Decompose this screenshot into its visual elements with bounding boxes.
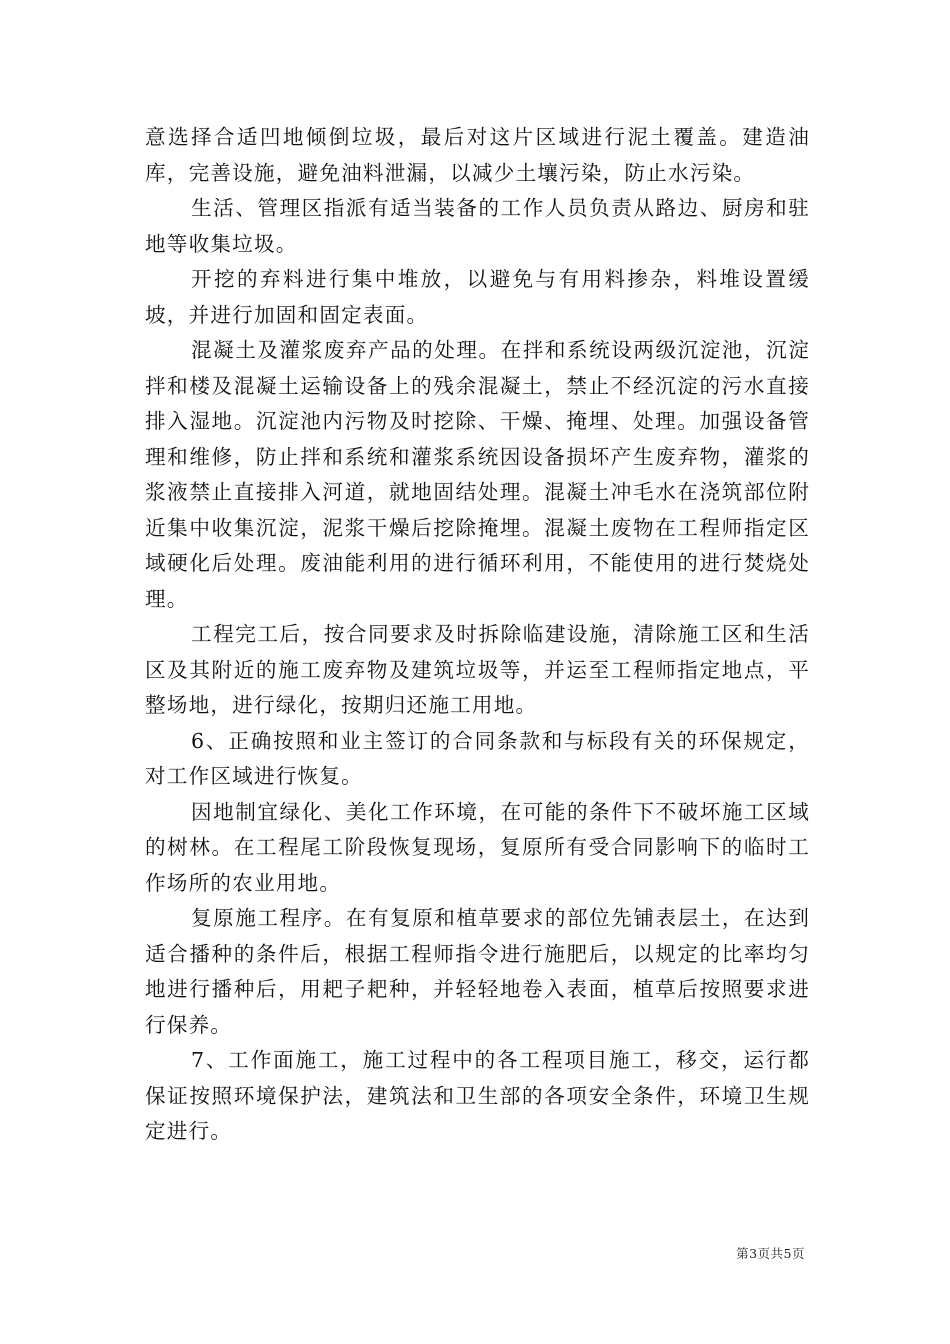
paragraph: 生活、管理区指派有适当装备的工作人员负责从路边、厨房和驻地等收集垃圾。 bbox=[145, 196, 810, 256]
paragraph: 6、正确按照和业主签订的合同条款和与标段有关的环保规定，对工作区域进行恢复。 bbox=[145, 728, 810, 788]
paragraph: 开挖的弃料进行集中堆放，以避免与有用料掺杂，料堆设置缓坡，并进行加固和固定表面。 bbox=[145, 267, 810, 327]
paragraph: 工程完工后，按合同要求及时拆除临建设施，清除施工区和生活区及其附近的施工废弃物及建筑垃圾等，并运至工程师指定地点，平整场地，进行绿化，按期归还施工用地。 bbox=[145, 622, 810, 717]
paragraph: 复原施工程序。在有复原和植草要求的部位先铺表层土，在达到适合播种的条件后，根据工程师指令进行施肥后，以规定的比率均匀地进行播种后，用耙子耙种，并轻轻地卷入表面，植草后按照要求进行保养。 bbox=[145, 906, 810, 1037]
paragraph: 混凝土及灌浆废弃产品的处理。在拌和系统设两级沉淀池，沉淀拌和楼及混凝土运输设备上的残余混凝土，禁止不经沉淀的污水直接排入湿地。沉淀池内污物及时挖除、干燥、掩埋、处理。加强设备管理和维修，防止拌和系统和灌浆系统因设备损坏产生废弃物，灌浆的浆液禁止直接排入河道，就地固结处理。混凝土冲毛水在浇筑部位附近集中收集沉淀，泥浆干燥后挖除掩埋。混凝土废物在工程师指定区域硬化后处理。废油能利用的进行循环利用，不能使用的进行焚烧处理。 bbox=[145, 338, 810, 611]
page-number-footer: 第3页共5页 bbox=[736, 1246, 805, 1261]
paragraph: 因地制宜绿化、美化工作环境，在可能的条件下不破坏施工区域的树林。在工程尾工阶段恢复现场，复原所有受合同影响下的临时工作场所的农业用地。 bbox=[145, 799, 810, 895]
document-body bbox=[145, 120, 810, 1150]
paragraph: 7、工作面施工，施工过程中的各工程项目施工，移交，运行都保证按照环境保护法，建筑法和卫生部的各项安全条件，环境卫生规定进行。 bbox=[145, 1048, 810, 1143]
paragraph: 意选择合适凹地倾倒垃圾，最后对这片区域进行泥土覆盖。建造油库，完善设施，避免油料泄漏，以减少土壤污染，防止水污染。 bbox=[145, 125, 810, 185]
